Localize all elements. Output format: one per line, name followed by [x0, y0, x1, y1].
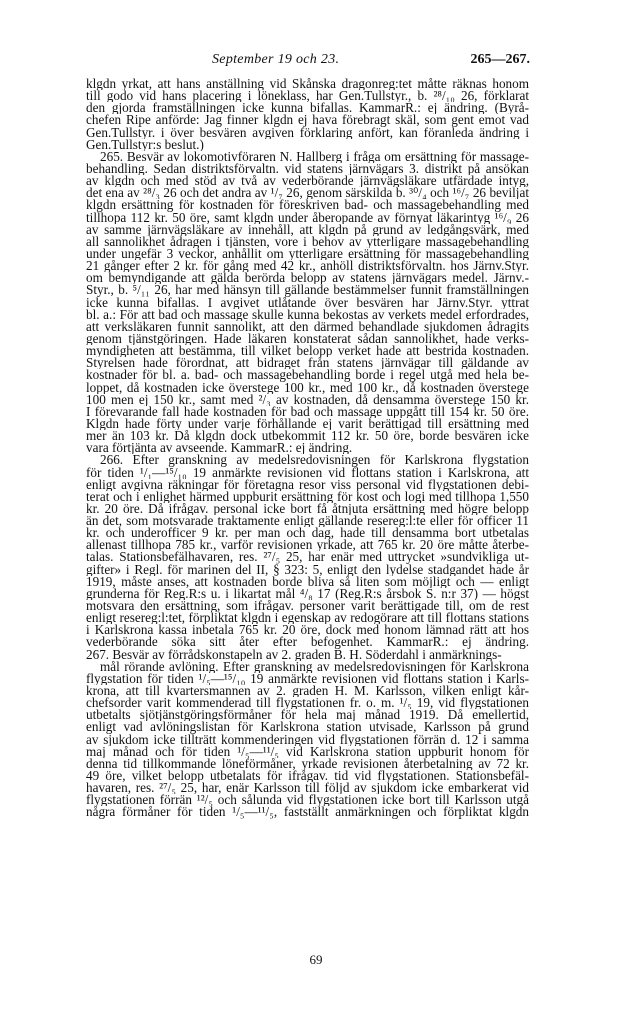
- text-line: krona, att till kvartersmannen av 2. graden H. M. Karlsson, vilken enligt kår-: [86, 685, 529, 698]
- document-body: [86, 78, 529, 948]
- text-line: myndigheten att bestämma, till vilket belopp verket hade att bestrida kostnaden.: [86, 345, 529, 358]
- text-line: av klgdn och med stöd av två av vederbörande järnvägsläkare utfärdade intyg,: [86, 175, 529, 188]
- text-line: 265. Besvär av lokomotivföraren N. Hallberg i fråga om ersättning för massage-: [100, 150, 529, 163]
- text-line: Gen.Tullstyr:s beslut.): [86, 138, 204, 151]
- text-line: all sannolikhet ådragen i tjänsten, vore i behov av ytterligare massagebehandling: [86, 235, 529, 248]
- text-line: Gen.Tullstyr. i över besvären avgiven förklaring anfört, kan föranleda ändring i: [86, 126, 529, 139]
- text-line: bl. a.: För att bad och massage skulle kunna bekostas av verkets medel erfordrades,: [86, 308, 529, 321]
- text-line: 100 men ej 150 kr., samt med ²/₃ av kostnaden, då densamma överstege 150 kr.: [86, 393, 529, 406]
- text-line: enligt avgivna räkningar för företagna resor viss personal vid flygstationen debi-: [86, 478, 529, 491]
- text-line: Klgdn hade förty under varje förhållande ej varit berättigad till ersättning med: [86, 417, 529, 431]
- text-line: vederbörande söka sitt åter efter befogenhet. KammarR.: ej ändring.: [86, 636, 529, 649]
- text-line: att verksläkaren funnit sannolikt, att den därmed behandlade sjukdomen ådragits: [86, 320, 529, 333]
- text-line: I förevarande fall hade kostnaden för bad och massage uppgått till 154 kr. 50 öre.: [86, 405, 529, 418]
- text-line: än det, som motsvarade traktamente enligt gällande resereg:l:te eller för officer 11: [86, 515, 529, 528]
- text-line: 49 öre, vilket belopp utbetalats för ifrågav. tid vid flygstationen. Stationsbefäl-: [86, 770, 529, 783]
- text-line: flygstation för tiden ¹/₅—¹⁵/₁₀ 19 anmärkte revisionen vid flottans station i Karls-: [86, 672, 529, 686]
- text-line: flygstationen förrän ¹²/₅ och sålunda vid flygstationen icke bort till Karlsson utgå: [86, 794, 529, 807]
- text-line: gifter» i Regl. för marinen del II, § 323: 5, enligt den lydelse stadgandet hade år: [86, 563, 529, 576]
- text-line: motsvara den ersättning, som ifrågav. personer varit berättigade till, om de rest: [86, 600, 529, 613]
- text-line: några förmåner för tiden ¹/₅—¹¹/₅, fastställt anmärkningen och förpliktat klgdn: [86, 806, 529, 819]
- text-line: kr. 20 öre. Då ifrågav. personal icke bort få åtnjuta ersättning med högre belopp: [86, 502, 529, 516]
- text-line: kr. och underofficer 9 kr. per man och dag, hade till densamma bort utbetalas: [86, 527, 529, 540]
- text-line: klgdn ersättning för kostnaden för föreskriven bad- och massagebehandling med: [86, 199, 529, 212]
- text-line: chefsorder varit kommenderad till flygstationen fr. o. m. ¹/₅ 19, vid flygstationen: [86, 697, 529, 710]
- text-line: enligt vad avlöningslistan för Karlskrona station utvisade, Karlsson på grund: [86, 721, 529, 734]
- text-line: om bemyndigande att gälda berörda belopp av statens järnvägars medel. Järnv.-: [86, 272, 529, 285]
- text-line: denna tid tillkommande löneförmåner, yrkade revisionen återbetalning av 72 kr.: [86, 757, 529, 771]
- text-line: vara förtjänta av avseende. KammarR.: ej ändring.: [86, 442, 353, 455]
- text-line: chefen Ripe anförde: Jag finner klgdn ej hava förebragt skäl, som gent emot vad: [86, 114, 529, 127]
- text-line: mål rörande avlöning. Efter granskning av medelsredovisningen för Karlskrona: [100, 660, 529, 673]
- page-number: 69: [309, 952, 323, 967]
- text-line: allenast tillhopa 785 kr., varför revisionen yrkade, att 765 kr. 20 öre måtte återbe-: [86, 539, 529, 552]
- text-line: genom tjänstgöringen. Hade läkaren konstaterat sådan sannolikhet, hade verks-: [86, 332, 529, 346]
- text-line: havaren, res. ²⁷/₅ 25, har, enär Karlsson till följd av sjukdom icke embarkerat vid: [86, 782, 529, 795]
- text-line: maj månad och för tiden ¹/₅—¹¹/₅ vid Karlskrona station uppburit honom för: [86, 745, 529, 758]
- text-line: mer än 103 kr. Då klgdn dock utbekommit 112 kr. 50 öre, borde besvären icke: [86, 430, 529, 443]
- text-line: till godo vid hans placering i löneklass, har Gen.Tullstyr., b. ²⁸/₁₀ 26, förklarat: [86, 90, 529, 103]
- text-line: loppet, då kostnaden icke överstege 100 kr., med 100 kr., då kostnaden överstege: [86, 381, 529, 394]
- page-header: [150, 52, 530, 74]
- text-line: Styrelsen hade förordnat, att bidraget från statens järnvägar till gäldande av: [86, 357, 529, 370]
- text-line: 1919, måste anses, att kostnaden borde bliva så liten som möjligt och — enligt: [86, 575, 529, 588]
- text-line: under ungefär 3 veckor, anhållit om ytterligare ersättning för massagebehandling: [86, 247, 529, 261]
- text-line: icke kunna bifallas. I avgivet utlåtande över besvären har Järnv.Styr. yttrat: [86, 296, 529, 309]
- text-line: av sjukdom icke tillträtt kommenderingen vid flygstationen förrän d. 12 i samma: [86, 733, 529, 746]
- text-line: i Karlskrona kassa inbetala 765 kr. 20 öre, dock med honom lämnad rätt att hos: [86, 624, 529, 637]
- text-line: 267. Besvär av förrådskonstapeln av 2. graden B. H. Söderdahl i anmärknings-: [86, 648, 502, 661]
- text-line: behandling. Sedan distriktsförvaltn. vid statens järnvägars 3. distrikt på ansökan: [86, 162, 529, 176]
- text-line: det ena av ²⁸/₃ 26 och det andra av ¹/₇ 26, genom särskilda b. ³⁰/₄ och ¹⁶/₇ 26 beviljat: [86, 187, 529, 200]
- text-line: grunderna för Reg.R:s u. i likartat mål ⁴/₈ 17 (Reg.R:s årsbok S. n:r 37) — högst: [86, 587, 529, 601]
- text-line: terat och i enlighet härmed uppburit ersättning för kost och logi med tillhopa 1,550: [86, 490, 529, 503]
- running-head: September 19 och 23.: [212, 52, 340, 67]
- text-line: klgdn yrkat, att hans anställning vid Skånska dragonreg:tet måtte räknas honom: [86, 78, 529, 91]
- text-line: enligt resereg:l:tet, förpliktat klgdn i egenskap av redogörare att till flottans stations: [86, 612, 529, 625]
- text-line: den gjorda framställningen icke kunna bifallas. KammarR.: ej ändring. (Byrå-: [86, 102, 529, 115]
- case-number-range: 265—267.: [470, 52, 530, 67]
- text-line: kostnader för bl. a. bad- och massagebehandling borde i regel utgå med hela be-: [86, 369, 529, 382]
- text-line: tillhopa 112 kr. 50 öre, samt klgdn under åberopande av förnyat läkarintyg ¹⁶/₉ 26: [86, 211, 529, 224]
- text-line: 21 gånger efter 2 kr. för gång med 42 kr., anhöll distriktsförvaltn. hos Järnv.Styr.: [86, 260, 529, 273]
- text-line: 266. Efter granskning av medelsredovisningen för Karlskrona flygstation: [100, 454, 529, 467]
- text-line: talas. Stationsbefälhavaren, res. ²⁷/₅ 25, har enär med uttrycket »sundvikliga ut-: [86, 551, 529, 564]
- text-line: Styr., b. ⁵/₁₁ 26, har med hänsyn till gällande bestämmelser funnit framställningen: [86, 284, 529, 297]
- text-line: av samme järnvägsläkare av innehåll, att klgdn på grund av ledgångsvärk, med: [86, 223, 529, 236]
- text-line: utbetalts sjötjänstgöringsförmåner för hela maj månad 1919. Då emellertid,: [86, 709, 529, 722]
- text-line: för tiden ¹/₁—¹⁵/₁₀ 19 anmärkte revisionen vid flottans station i Karlskrona, att: [86, 466, 529, 479]
